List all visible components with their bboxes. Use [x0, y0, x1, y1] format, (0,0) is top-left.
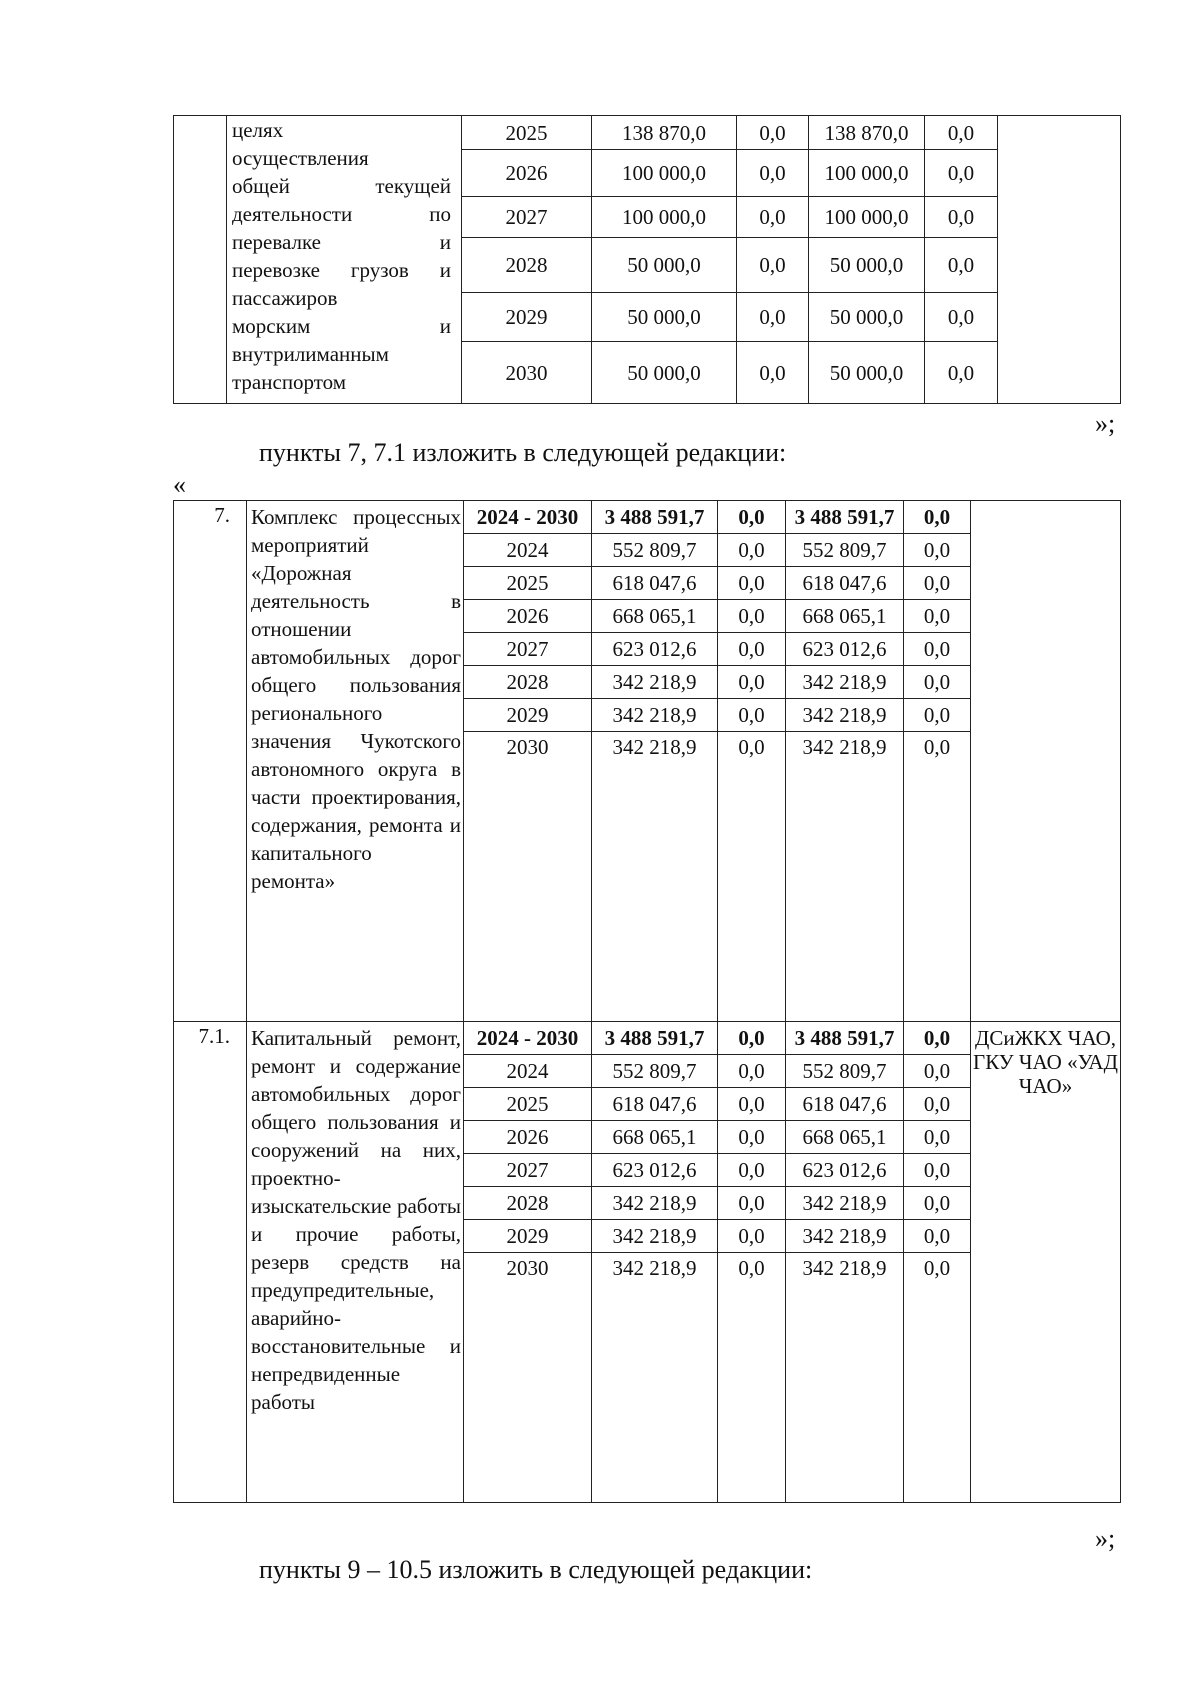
- value-cell: 0,0: [737, 293, 809, 342]
- total-cell: 3 488 591,7: [592, 1022, 718, 1055]
- value-cell: 0,0: [737, 197, 809, 238]
- opening-quote: «: [173, 470, 186, 499]
- value-cell: 100 000,0: [809, 197, 925, 238]
- value-cell: 138 870,0: [809, 116, 925, 150]
- description-line: транспортом: [232, 370, 347, 394]
- description-line: морским и: [232, 314, 451, 338]
- description-line: перевозке грузов и: [232, 258, 451, 282]
- total-cell: 623 012,6: [592, 1154, 718, 1187]
- value-cell: 0,0: [718, 1154, 786, 1187]
- total-cell: 342 218,9: [592, 699, 718, 732]
- description-line: целях: [232, 118, 284, 142]
- total-cell: 618 047,6: [592, 1088, 718, 1121]
- closing-quote-1: »;: [1095, 409, 1116, 438]
- value-cell: 0,0: [904, 1220, 971, 1253]
- total-cell: 138 870,0: [592, 116, 737, 150]
- period-cell: 2024 - 2030: [464, 501, 592, 534]
- value-cell: 0,0: [718, 666, 786, 699]
- year-cell: 2028: [464, 1187, 592, 1220]
- description-text: [227, 116, 461, 396]
- value-cell: 618 047,6: [786, 567, 904, 600]
- value-cell: 0,0: [718, 1253, 786, 1503]
- value-cell: 0,0: [718, 732, 786, 1022]
- value-cell: 0,0: [925, 150, 998, 197]
- value-cell: 342 218,9: [786, 1220, 904, 1253]
- value-cell: 0,0: [904, 1055, 971, 1088]
- value-cell: 342 218,9: [786, 1253, 904, 1503]
- value-cell: 623 012,6: [786, 633, 904, 666]
- description-line: перевалке и: [232, 230, 451, 254]
- year-cell: 2025: [464, 1088, 592, 1121]
- total-cell: 100 000,0: [592, 197, 737, 238]
- top-table-row: [174, 116, 1121, 150]
- total-cell: 342 218,9: [592, 732, 718, 1022]
- year-cell: 2028: [464, 666, 592, 699]
- value-cell: 50 000,0: [809, 342, 925, 404]
- value-cell: 0,0: [718, 1220, 786, 1253]
- total-cell: 623 012,6: [592, 633, 718, 666]
- year-cell: 2027: [462, 197, 592, 238]
- value-cell: 0,0: [718, 567, 786, 600]
- value-cell: 618 047,6: [786, 1088, 904, 1121]
- value-cell: 0,0: [718, 1187, 786, 1220]
- value-cell: 0,0: [737, 150, 809, 197]
- value-cell: 0,0: [904, 1121, 971, 1154]
- value-cell: 0,0: [737, 238, 809, 293]
- value-cell: 0,0: [904, 1088, 971, 1121]
- value-cell: 0,0: [904, 501, 971, 534]
- total-cell: 668 065,1: [592, 600, 718, 633]
- value-cell: 0,0: [718, 1022, 786, 1055]
- value-cell: 342 218,9: [786, 666, 904, 699]
- value-cell: 552 809,7: [786, 1055, 904, 1088]
- period-cell: 2024 - 2030: [464, 1022, 592, 1055]
- value-cell: 552 809,7: [786, 534, 904, 567]
- value-cell: 0,0: [718, 501, 786, 534]
- value-cell: 0,0: [718, 633, 786, 666]
- year-cell: 2030: [464, 732, 592, 1022]
- value-cell: 0,0: [904, 732, 971, 1022]
- value-cell: 0,0: [718, 1088, 786, 1121]
- value-cell: 0,0: [925, 293, 998, 342]
- total-cell: 342 218,9: [592, 1187, 718, 1220]
- year-cell: 2027: [464, 1154, 592, 1187]
- total-cell: 618 047,6: [592, 567, 718, 600]
- total-cell: 342 218,9: [592, 1253, 718, 1503]
- value-cell: 0,0: [718, 600, 786, 633]
- value-cell: 0,0: [904, 1253, 971, 1503]
- item-number: 7.1.: [174, 1022, 247, 1503]
- year-cell: 2026: [464, 1121, 592, 1154]
- total-cell: 668 065,1: [592, 1121, 718, 1154]
- item-summary-row: [174, 1022, 1121, 1055]
- value-cell: 0,0: [904, 534, 971, 567]
- responsible-cell: ДСиЖКХ ЧАО, ГКУ ЧАО «УАД ЧАО»: [971, 1022, 1121, 1503]
- item-summary-row: [174, 501, 1121, 534]
- item-description-cell: [247, 1022, 464, 1503]
- value-cell: 0,0: [904, 567, 971, 600]
- year-cell: 2027: [464, 633, 592, 666]
- description-line: пассажиров: [232, 286, 338, 310]
- description-cell: [227, 116, 462, 404]
- row-number-cell: [174, 116, 227, 404]
- value-cell: 0,0: [718, 534, 786, 567]
- total-cell: 3 488 591,7: [592, 501, 718, 534]
- year-cell: 2026: [462, 150, 592, 197]
- value-cell: 0,0: [925, 116, 998, 150]
- item-description-cell: [247, 501, 464, 1022]
- item-description: Капитальный ремонт, ремонт и содержание автомобильных дорог общего пользования и сооружений на них, проектно-изыскательские работы и прочие работы, резерв средств на предупредительные, аварийно-восстановительные и непредвиденные работы: [251, 1026, 461, 1414]
- value-cell: 0,0: [737, 342, 809, 404]
- year-cell: 2024: [464, 534, 592, 567]
- total-cell: 50 000,0: [592, 293, 737, 342]
- year-cell: 2030: [462, 342, 592, 404]
- year-cell: 2029: [464, 699, 592, 732]
- year-cell: 2025: [462, 116, 592, 150]
- value-cell: 0,0: [925, 238, 998, 293]
- total-cell: 552 809,7: [592, 1055, 718, 1088]
- responsible-cell: [971, 501, 1121, 1022]
- value-cell: 342 218,9: [786, 1187, 904, 1220]
- year-cell: 2028: [462, 238, 592, 293]
- value-cell: 0,0: [904, 1154, 971, 1187]
- year-cell: 2030: [464, 1253, 592, 1503]
- value-cell: 0,0: [904, 699, 971, 732]
- total-cell: 100 000,0: [592, 150, 737, 197]
- description-line: внутрилиманным: [232, 342, 389, 366]
- value-cell: 0,0: [925, 342, 998, 404]
- item-number: 7.: [174, 501, 247, 1022]
- value-cell: 668 065,1: [786, 600, 904, 633]
- total-cell: 50 000,0: [592, 238, 737, 293]
- main-table: [173, 500, 1121, 1503]
- description-line: деятельности по: [232, 202, 451, 226]
- value-cell: 623 012,6: [786, 1154, 904, 1187]
- year-cell: 2029: [462, 293, 592, 342]
- total-cell: 342 218,9: [592, 666, 718, 699]
- value-cell: 50 000,0: [809, 238, 925, 293]
- total-cell: 552 809,7: [592, 534, 718, 567]
- value-cell: 0,0: [904, 666, 971, 699]
- closing-quote-2: »;: [1095, 1524, 1116, 1553]
- value-cell: 342 218,9: [786, 699, 904, 732]
- value-cell: 0,0: [904, 1022, 971, 1055]
- value-cell: 100 000,0: [809, 150, 925, 197]
- value-cell: 0,0: [718, 699, 786, 732]
- value-cell: 3 488 591,7: [786, 1022, 904, 1055]
- value-cell: 668 065,1: [786, 1121, 904, 1154]
- value-cell: 0,0: [718, 1055, 786, 1088]
- responsible-cell: [998, 116, 1121, 404]
- value-cell: 3 488 591,7: [786, 501, 904, 534]
- total-cell: 50 000,0: [592, 342, 737, 404]
- value-cell: 0,0: [904, 600, 971, 633]
- paragraph-1: пункты 7, 7.1 изложить в следующей редакции:: [259, 438, 787, 467]
- value-cell: 0,0: [737, 116, 809, 150]
- year-cell: 2024: [464, 1055, 592, 1088]
- year-cell: 2025: [464, 567, 592, 600]
- item-description: Комплекс процессных мероприятий «Дорожная деятельность в отношении автомобильных дорог общего пользования регионального значения Чукотского автономного округа в части проектирования, содержания, ремонта и капитального ремонта»: [251, 505, 461, 893]
- value-cell: 0,0: [925, 197, 998, 238]
- value-cell: 342 218,9: [786, 732, 904, 1022]
- top-table: [173, 115, 1121, 404]
- paragraph-2: пункты 9 – 10.5 изложить в следующей редакции:: [259, 1555, 813, 1584]
- value-cell: 50 000,0: [809, 293, 925, 342]
- value-cell: 0,0: [904, 1187, 971, 1220]
- description-line: осуществления: [232, 146, 369, 170]
- value-cell: 0,0: [718, 1121, 786, 1154]
- description-line: общей текущей: [232, 174, 451, 198]
- value-cell: 0,0: [904, 633, 971, 666]
- year-cell: 2029: [464, 1220, 592, 1253]
- total-cell: 342 218,9: [592, 1220, 718, 1253]
- year-cell: 2026: [464, 600, 592, 633]
